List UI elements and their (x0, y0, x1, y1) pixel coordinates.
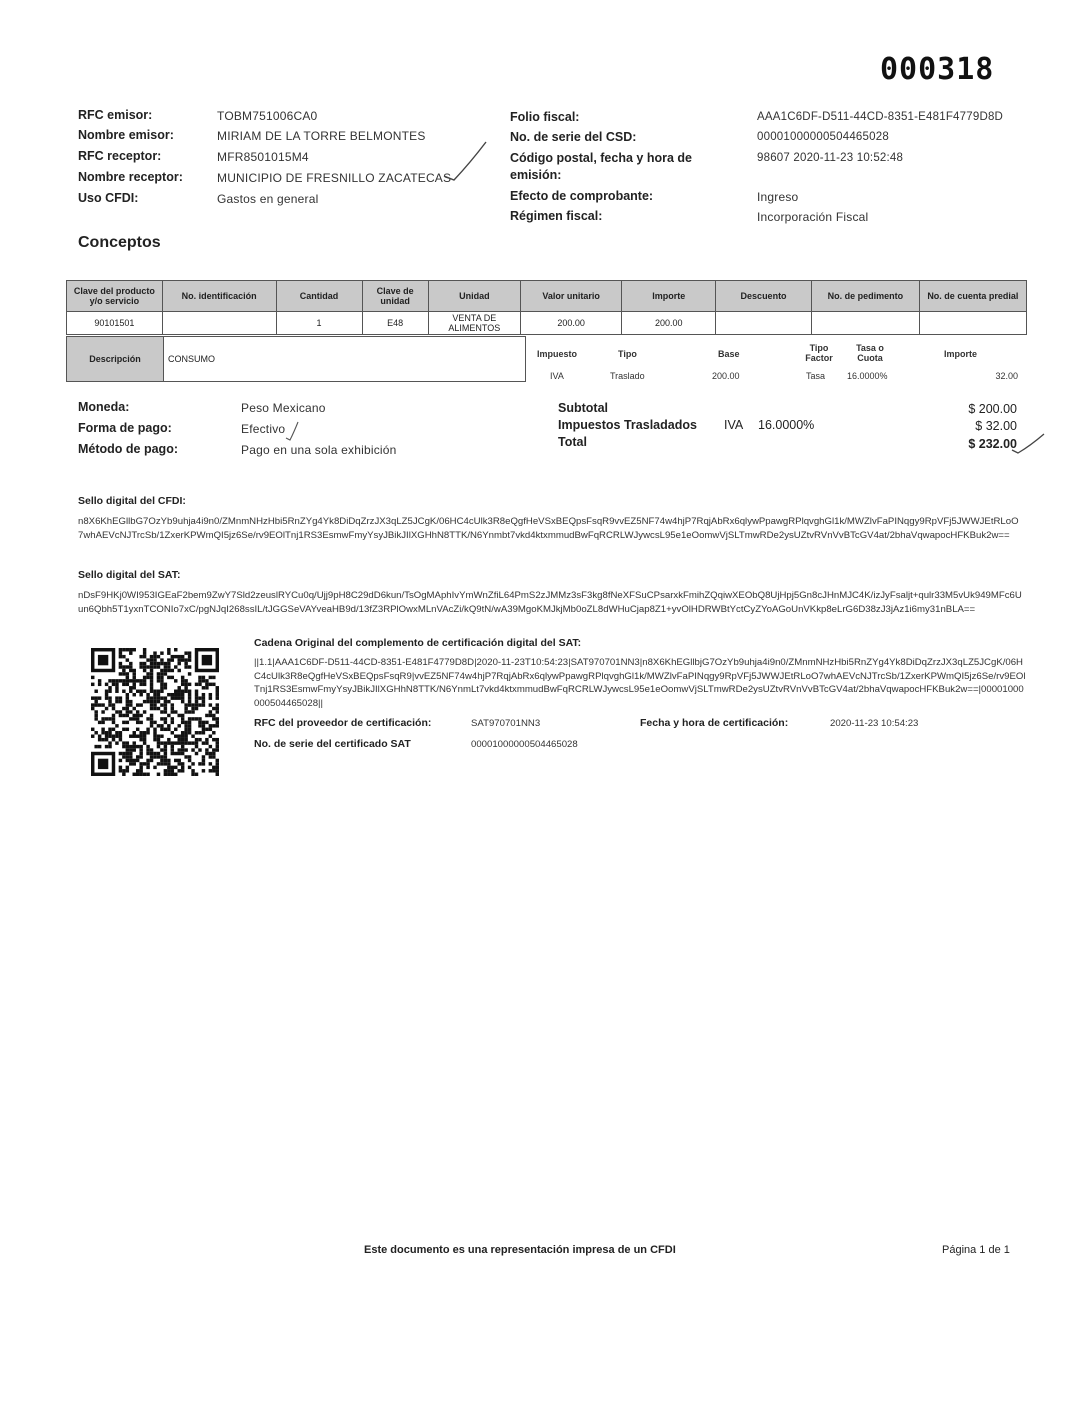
serie-csd-value: 00001000000504465028 (757, 131, 889, 143)
regimen-label: Régimen fiscal: (510, 209, 603, 223)
col-unidad: Unidad (428, 281, 520, 312)
metodo-pago-value: Pago en una sola exhibición (241, 443, 397, 457)
col-cantidad: Cantidad (276, 281, 362, 312)
cell-clave-producto: 90101501 (67, 312, 163, 335)
nombre-emisor-value: MIRIAM DE LA TORRE BELMONTES (217, 129, 426, 143)
serie-csd-label: No. de serie del CSD: (510, 130, 637, 144)
nombre-receptor-value: MUNICIPIO DE FRESNILLO ZACATECAS (217, 171, 452, 185)
col-no-identificacion: No. identificación (162, 281, 276, 312)
rfc-emisor-label: RFC emisor: (78, 108, 153, 122)
fecha-certificacion-label: Fecha y hora de certificación: (640, 717, 789, 729)
sello-sat-label: Sello digital del SAT: (78, 569, 181, 581)
cell-descuento (716, 312, 812, 335)
tax-header-tasa-cuota: Tasa o Cuota (856, 343, 884, 363)
forma-pago-value: Efectivo (241, 422, 286, 436)
folio-fiscal-value: AAA1C6DF-D511-44CD-8351-E481F4779D8D (757, 111, 1004, 123)
serie-certificado-value: 00001000000504465028 (471, 739, 578, 750)
sello-cfdi-label: Sello digital del CFDI: (78, 495, 186, 507)
nombre-emisor-label: Nombre emisor: (78, 128, 174, 142)
sello-sat-value: nDsF9HKj0WI953IGEaF2bem9ZwY7Sld2zeuslRYCu0q/Ujj9pH8C29dD6kun/TsOgMAphIvYmWnZfiL64PmS2zJMMz3sF3kg8fNeXFSuCPsarxkFmihZQqiwXEObQ8UjHpj5Gn8cJHnMJC4K/izJyFsaljt+qulr33M5vUk949MFc6Uun6Qbh5T1yxnTCONIo7xC/pgNJqI268ssIL/tJGGSeVAYveaHB9d/13fZ3RPlOwxMLnVAcZi/kQ9tN/wA39MgoKMJkjMb0oZL8dWHuCjap8Z1+yvOlHDRWBtYctCyZYoAGoUnVKkp8eLrG6D38zJ3jAz1i6my31nBLA== (78, 590, 1022, 615)
cell-no-pedimento (812, 312, 920, 335)
pen-check-mark (440, 138, 490, 183)
cell-cantidad: 1 (276, 312, 362, 335)
rfc-receptor-value: MFR8501015M4 (217, 150, 309, 164)
cell-importe: 200.00 (622, 312, 716, 335)
table-row (67, 312, 1027, 335)
cell-clave-unidad: E48 (362, 312, 428, 335)
uso-cfdi-label: Uso CFDI: (78, 191, 139, 205)
impuestos-tasa: 16.0000% (758, 418, 815, 432)
metodo-pago-label: Método de pago: (78, 442, 178, 456)
descripcion-table (66, 336, 526, 382)
col-cuenta-predial: No. de cuenta predial (919, 281, 1026, 312)
conceptos-table (66, 280, 1027, 335)
conceptos-header-row (67, 281, 1027, 312)
subtotal-label: Subtotal (558, 401, 608, 415)
cell-cuenta-predial (919, 312, 1026, 335)
sello-cfdi-value: n8X6KhEGllbG7OzYb9uhja4i9n0/ZMnmNHzHbi5RnZYg4Yk8DiDqZrzJX3qLZ5JCgK/06HC4cUlk3R8eQgfHeVSxBEQpsFsqR9vvEZ5NF74w4hjP7RqjAbRx6qlywPpawgRPlqvghGl1k/MWZlvFaPINqgy9RpVFj5JWWJEtRLoO7whAEVcNJTrcSb/1ZxerKPWmQI5jz6Se/rv9EOlTnj1RS3EsmwFmyYsyJBikJIlXGHhN8TTK/N6Ynmbt7vkd4ktxmmudBwFqRCRLWJywcsL95e1eOomwVjSLTmwRDe2ysUZtvRVnVvBTcGV4at/2bhaVqwapocHFKBuk2w== (78, 516, 1019, 541)
tax-header-tipo-factor: Tipo Factor (805, 343, 833, 363)
cp-fecha-label-line2: emisión: (510, 168, 562, 182)
qr-code (91, 648, 219, 776)
cell-no-identificacion (162, 312, 276, 335)
rfc-proveedor-label: RFC del proveedor de certificación: (254, 717, 432, 729)
rfc-emisor-value: TOBM751006CA0 (217, 109, 318, 123)
forma-pago-label: Forma de pago: (78, 421, 172, 435)
efecto-value: Ingreso (757, 190, 799, 204)
cp-fecha-value: 98607 2020-11-23 10:52:48 (757, 152, 904, 164)
col-clave-unidad: Clave de unidad (362, 281, 428, 312)
page-number: Página 1 de 1 (942, 1244, 1010, 1256)
tax-base: 200.00 (712, 371, 740, 381)
efecto-label: Efecto de comprobante: (510, 189, 654, 203)
rfc-proveedor-value: SAT970701NN3 (471, 718, 541, 729)
col-importe: Importe (622, 281, 716, 312)
conceptos-title: Conceptos (78, 234, 161, 251)
tax-tipo: Traslado (610, 371, 645, 381)
descripcion-label: Descripción (67, 337, 164, 382)
moneda-label: Moneda: (78, 400, 130, 414)
total-value: $ 232.00 (968, 437, 1017, 451)
folio-stamp: 000318 (880, 52, 995, 87)
col-descuento: Descuento (716, 281, 812, 312)
col-no-pedimento: No. de pedimento (812, 281, 920, 312)
tax-header-tipo: Tipo (618, 349, 637, 359)
footer-note: Este documento es una representación impresa de un CFDI (364, 1244, 676, 1256)
serie-certificado-label: No. de serie del certificado SAT (254, 738, 411, 750)
moneda-value: Peso Mexicano (241, 401, 326, 415)
tax-tasa: 16.0000% (847, 371, 888, 381)
cadena-original-label: Cadena Original del complemento de certificación digital del SAT: (254, 637, 582, 649)
tax-header-impuesto: Impuesto (537, 349, 578, 359)
tax-header-importe: Importe (944, 349, 978, 359)
impuestos-tipo: IVA (724, 418, 744, 432)
tax-header-base: Base (718, 349, 740, 359)
col-clave-producto: Clave del producto y/o servicio (67, 281, 163, 312)
uso-cfdi-value: Gastos en general (217, 192, 319, 206)
fecha-certificacion-value: 2020-11-23 10:54:23 (830, 718, 919, 729)
col-valor-unitario: Valor unitario (520, 281, 621, 312)
pen-check-mark (1010, 430, 1046, 456)
total-label: Total (558, 435, 587, 449)
nombre-receptor-label: Nombre receptor: (78, 170, 183, 184)
impuestos-value: $ 32.00 (975, 419, 1017, 433)
descripcion-value: CONSUMO (164, 337, 526, 382)
cp-fecha-label-line1: Código postal, fecha y hora de (510, 151, 692, 165)
cell-unidad: VENTA DE ALIMENTOS (428, 312, 520, 335)
subtotal-value: $ 200.00 (968, 402, 1017, 416)
regimen-value: Incorporación Fiscal (757, 210, 869, 224)
cadena-original-value: ||1.1|AAA1C6DF-D511-44CD-8351-E481F4779D8D|2020-11-23T10:54:23|SAT970701NN3|n8X6KhEGllbjG7OzYb9uhja4i9n0/ZMnmNHzHbi5RnZYg4Yk8DiDqZrzJX3qLZ5JCgK/06HC4cUlk3R8eQgfHeVSxBEQpsFsqR9|vvEZ5NF74w4hjP7RqjAbRx6qlywPpawgRPlqvghGl1k/MWZlvFaPINqgy9RpVFj5JWWJEtRLoO7whAEVcNJTrcSb/1ZxerKPWmQI5jz6Se/rv9EOlTnj1RS3EsmwFmyYsyJBikJIlXGHhN8TTK/N6YnmLt7vkd4ktxmmudBwFqRCRLWJywcsL95e1eOomwVjSLTmwRDe2ysUZtvRVnVvBTcGV4at/2bhaVqwapocHFKBuk2w==|00001000000504465028|| (254, 657, 1026, 709)
folio-fiscal-label: Folio fiscal: (510, 110, 580, 124)
tax-tipo-factor: Tasa (806, 371, 826, 381)
cell-valor-unitario: 200.00 (520, 312, 621, 335)
impuestos-label: Impuestos Trasladados (558, 418, 697, 432)
pen-check-mark (284, 420, 300, 442)
tax-impuesto: IVA (550, 371, 564, 381)
tax-importe: 32.00 (995, 371, 1018, 381)
rfc-receptor-label: RFC receptor: (78, 149, 162, 163)
